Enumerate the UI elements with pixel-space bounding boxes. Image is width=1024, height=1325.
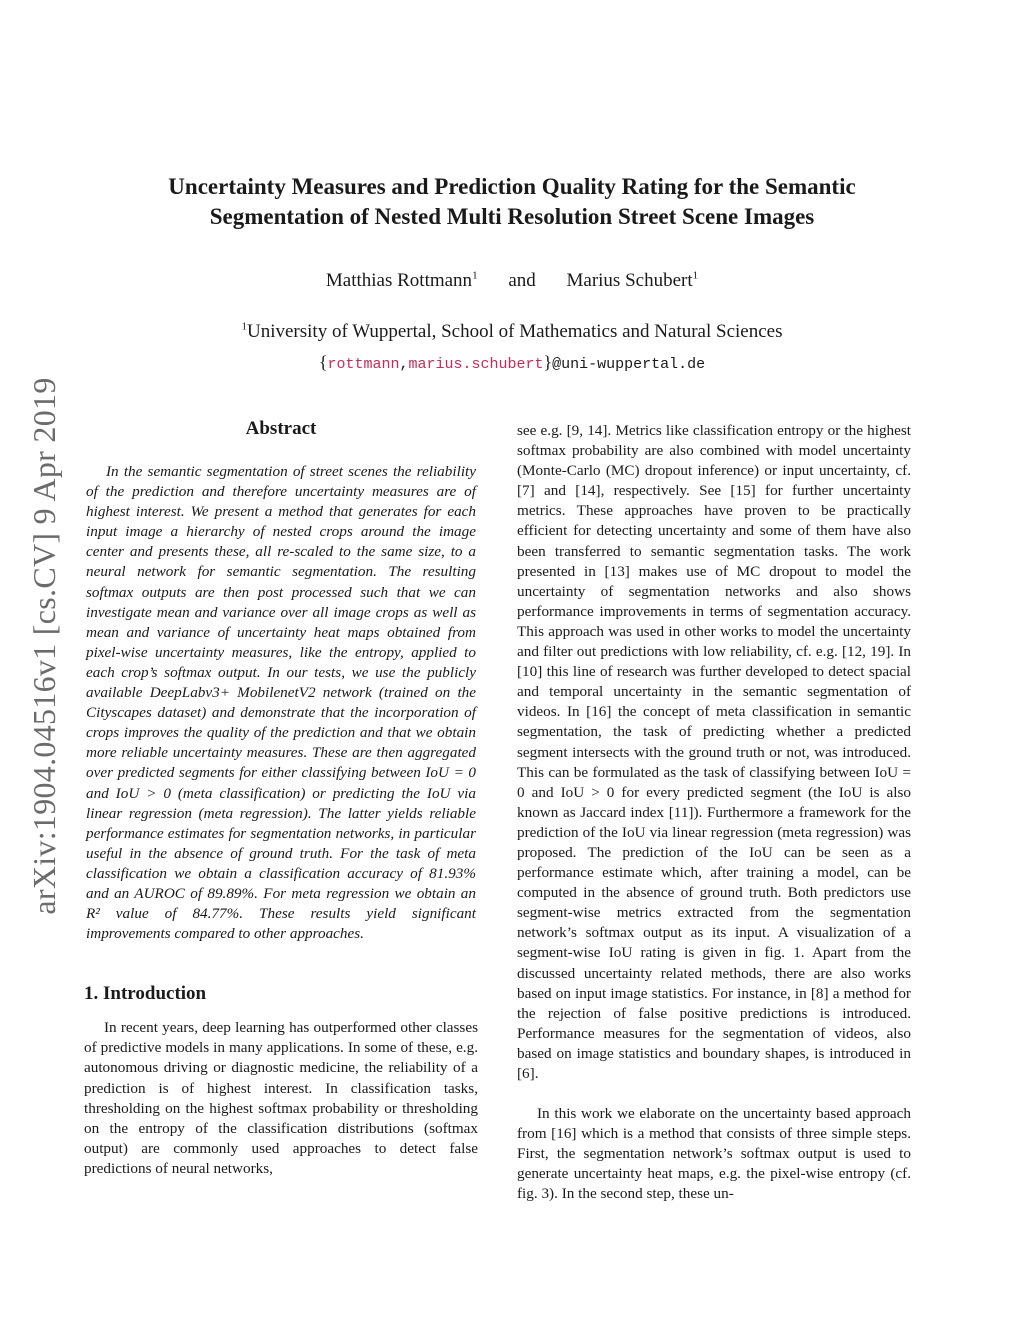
introduction-paragraph-1: In recent years, deep learning has outperformed other classes of predictive models in many applications. In some of these, e.g. autonomous driving or diagnostic medicine, the reliability of a prediction is of highest interest. In classification tasks, thresholding on the highest softmax probability or thresholding on the entropy of the classification distributions (softmax output) are commonly used approaches to detect false predictions of neural networks, xyxy=(84,1019,478,1177)
author-1-affiliation-mark: 1 xyxy=(472,269,478,282)
email-link-schubert[interactable]: marius.schubert xyxy=(408,356,544,373)
abstract-heading: Abstract xyxy=(245,418,317,439)
author-emails xyxy=(100,352,924,373)
paper-title xyxy=(100,172,924,232)
author-2: Marius Schubert xyxy=(566,270,693,291)
email-open-brace: { xyxy=(318,352,328,372)
email-close-brace: } xyxy=(543,352,553,372)
email-domain: @uni-wuppertal.de xyxy=(552,356,706,373)
method-overview-paragraph: In this work we elaborate on the uncertainty based approach from [16] which is a method that consists of three simple steps. First, the segmentation network’s softmax output is used to generate uncertainty heat maps, e.g. the pixel-wise entropy (cf. fig. 3). In the second step, these un- xyxy=(517,1105,911,1203)
author-separator: and xyxy=(508,270,536,291)
affiliation xyxy=(100,321,924,343)
title-line-1: Uncertainty Measures and Prediction Quality Rating for the Semantic xyxy=(168,174,856,199)
introduction-heading: 1. Introduction xyxy=(84,983,207,1005)
author-2-affiliation-mark: 1 xyxy=(692,269,699,282)
related-work-paragraph: see e.g. [9, 14]. Metrics like classification entropy or the highest softmax probability are also combined with model uncertainty (Monte-Carlo (MC) dropout inference) or input uncertainty, cf. [7] and [14], respectively. See [15] for further uncertainty metrics. These approaches have proven to be practically efficient for detecting uncertainty and some of them have also been transferred to semantic segmentation tasks. The work presented in [13] makes use of MC dropout to model the uncertainty of segmentation networks and also shows performance improvements in terms of segmentation accuracy. This approach was used in other works to model the uncertainty and filter out predictions with low reliability, cf. e.g. [12, 19]. In [10] this line of research was further developed to detect spacial and temporal uncertainty in the semantic segmentation of videos. In [16] the concept of meta classification in semantic segmentation, the task of predicting whether a predicted segment intersects with the ground truth or not, was introduced. This can be formulated as the task of classifying between IoU = 0 and IoU > 0 for every predicted segment (the IoU is also known as Jaccard index [11]). Furthermore a framework for the prediction of the IoU via linear regression (meta regression) was proposed. The prediction of the IoU can be seen as a performance estimate which, after training a model, can be computed in the absence of ground truth. Both predictors use segment-wise metrics extracted from the segmentation network’s softmax output as its input. A visualization of a segment-wise IoU rating is given in fig. 1. Apart from the discussed uncertainty related methods, there are also works based on input image statistics. For instance, in [8] a method for the rejection of false positive predictions is introduced. Performance measures for the segmentation of videos, also based on image statistics and boundary shapes, is introduced in [6]. xyxy=(517,422,911,1082)
left-column xyxy=(84,416,478,1179)
title-line-2: Segmentation of Nested Multi Resolution Street Scene Images xyxy=(209,204,815,229)
right-column xyxy=(517,421,911,1205)
email-link-rottmann[interactable]: rottmann xyxy=(327,356,400,373)
email-comma: , xyxy=(399,356,409,373)
author-1: Matthias Rottmann xyxy=(325,270,473,291)
author-list xyxy=(100,270,924,292)
arxiv-identifier: arXiv:1904.04516v1 [cs.CV] 9 Apr 2019 xyxy=(26,377,62,915)
affiliation-text: University of Wuppertal, School of Mathematics and Natural Sciences xyxy=(247,321,783,342)
abstract-text: In the semantic segmentation of street scenes the reliability of the prediction and therefore uncertainty measures are of highest interest. We present a method that generates for each input image a hierarchy of nested crops around the image center and presents these, all re-scaled to the same size, to a neural network for semantic segmentation. The resulting softmax outputs are then post processed such that we can investigate mean and variance over all image crops as well as mean and variance of uncertainty heat maps obtained from pixel-wise uncertainty measures, like the entropy, applied to each crop’s softmax output. In our tests, we use the publicly available DeepLabv3+ MobilenetV2 network (trained on the Cityscapes dataset) and demonstrate that the incorporation of crops improves the quality of the prediction and that we obtain more reliable uncertainty measures. These are then aggregated over predicted segments for either classifying between IoU = 0 and IoU > 0 (meta classification) or predicting the IoU via linear regression (meta regression). The latter yields reliable performance estimates for segmentation networks, in particular useful in the absence of ground truth. For the task of meta classification we obtain a classification accuracy of 81.93% and an AUROC of 89.89%. For meta regression we obtain an R² value of 84.77%. These results yield significant improvements compared to other approaches. xyxy=(86,463,476,943)
affiliation-mark: 1 xyxy=(241,320,247,333)
